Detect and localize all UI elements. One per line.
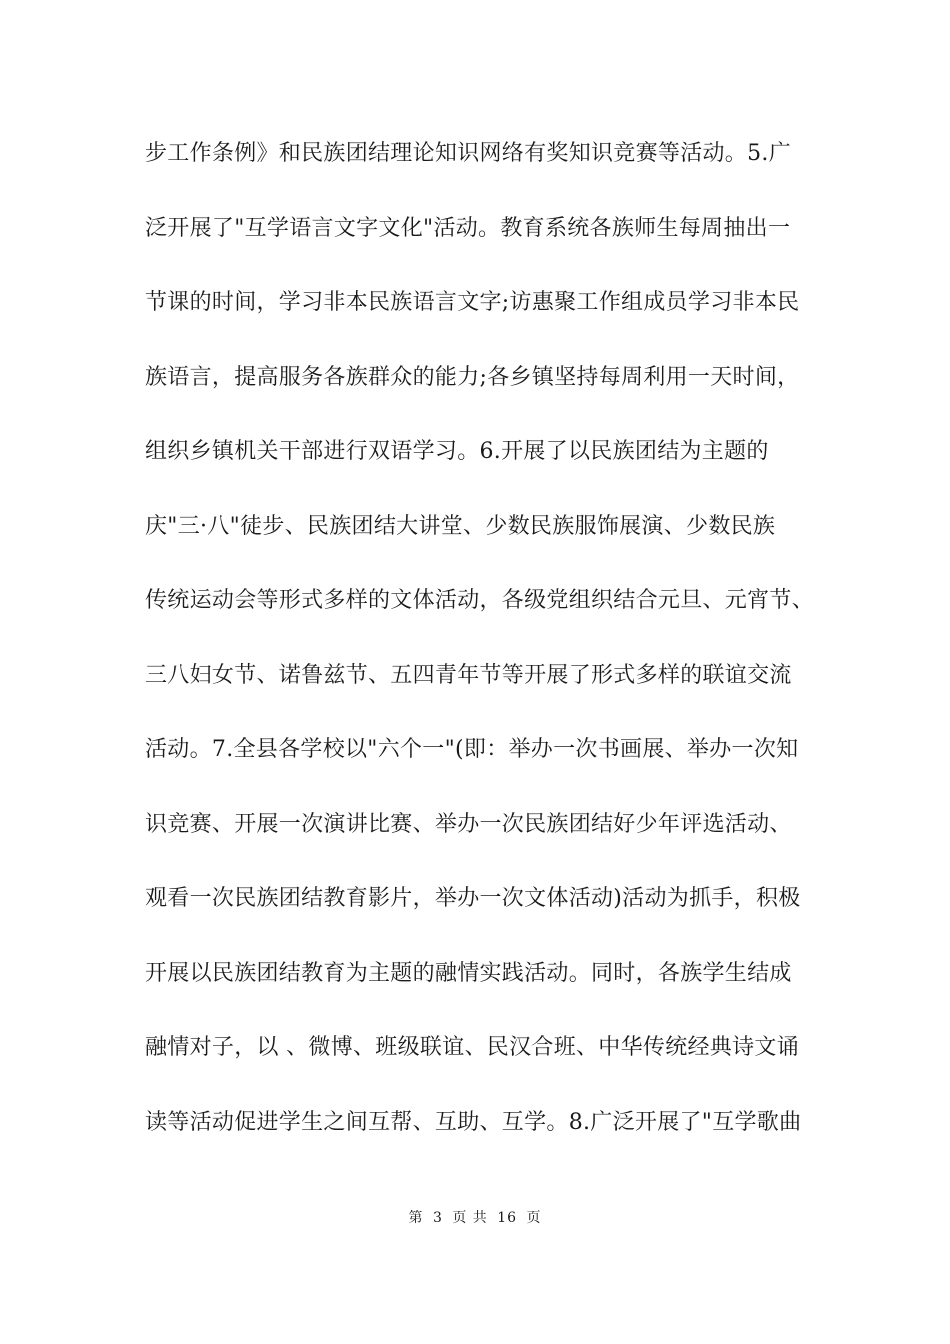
text-line: 传统运动会等形式多样的文体活动，各级党组织结合元旦、元宵节、 bbox=[145, 588, 815, 613]
page-footer bbox=[0, 1207, 950, 1227]
text-line: 步工作条例》和民族团结理论知识网络有奖知识竞赛等活动。5.广 bbox=[145, 141, 791, 166]
text-line: 识竞赛、开展一次演讲比赛、举办一次民族团结好少年评选活动、 bbox=[145, 811, 792, 837]
text-line: 泛开展了"互学语言文字文化"活动。教育系统各族师生每周抽出一 bbox=[145, 215, 791, 241]
text-line: 族语言，提高服务各族群众的能力;各乡镇坚持每周利用一天时间， bbox=[145, 364, 800, 390]
text-line: 观看一次民族团结教育影片，举办一次文体活动)活动为抓手，积极 bbox=[145, 886, 801, 911]
current-page-number: 3 bbox=[432, 1210, 443, 1226]
text-line: 庆"三·八"徒步、民族团结大讲堂、少数民族服饰展演、少数民族 bbox=[145, 513, 776, 539]
text-line: 读等活动促进学生之间互帮、互助、互学。8.广泛开展了"互学歌曲 bbox=[145, 1109, 802, 1135]
footer-middle: 页 共 bbox=[452, 1210, 488, 1226]
text-line: 组织乡镇机关干部进行双语学习。6.开展了以民族团结为主题的 bbox=[145, 439, 769, 464]
text-line: 节课的时间，学习非本民族语言文字;访惠聚工作组成员学习非本民 bbox=[145, 290, 800, 315]
text-line: 三八妇女节、诺鲁兹节、五四青年节等开展了形式多样的联谊交流 bbox=[145, 662, 792, 688]
footer-prefix: 第 bbox=[408, 1210, 424, 1226]
body-text bbox=[145, 132, 845, 1175]
total-page-count: 16 bbox=[497, 1210, 518, 1226]
footer-suffix: 页 bbox=[526, 1210, 542, 1226]
text-line: 开展以民族团结教育为主题的融情实践活动。同时，各族学生结成 bbox=[145, 960, 792, 986]
text-line: 融情对子，以 、微博、班级联谊、民汉合班、中华传统经典诗文诵 bbox=[145, 1035, 799, 1060]
text-line: 活动。7.全县各学校以"六个一"(即：举办一次书画展、举办一次知 bbox=[145, 737, 799, 762]
